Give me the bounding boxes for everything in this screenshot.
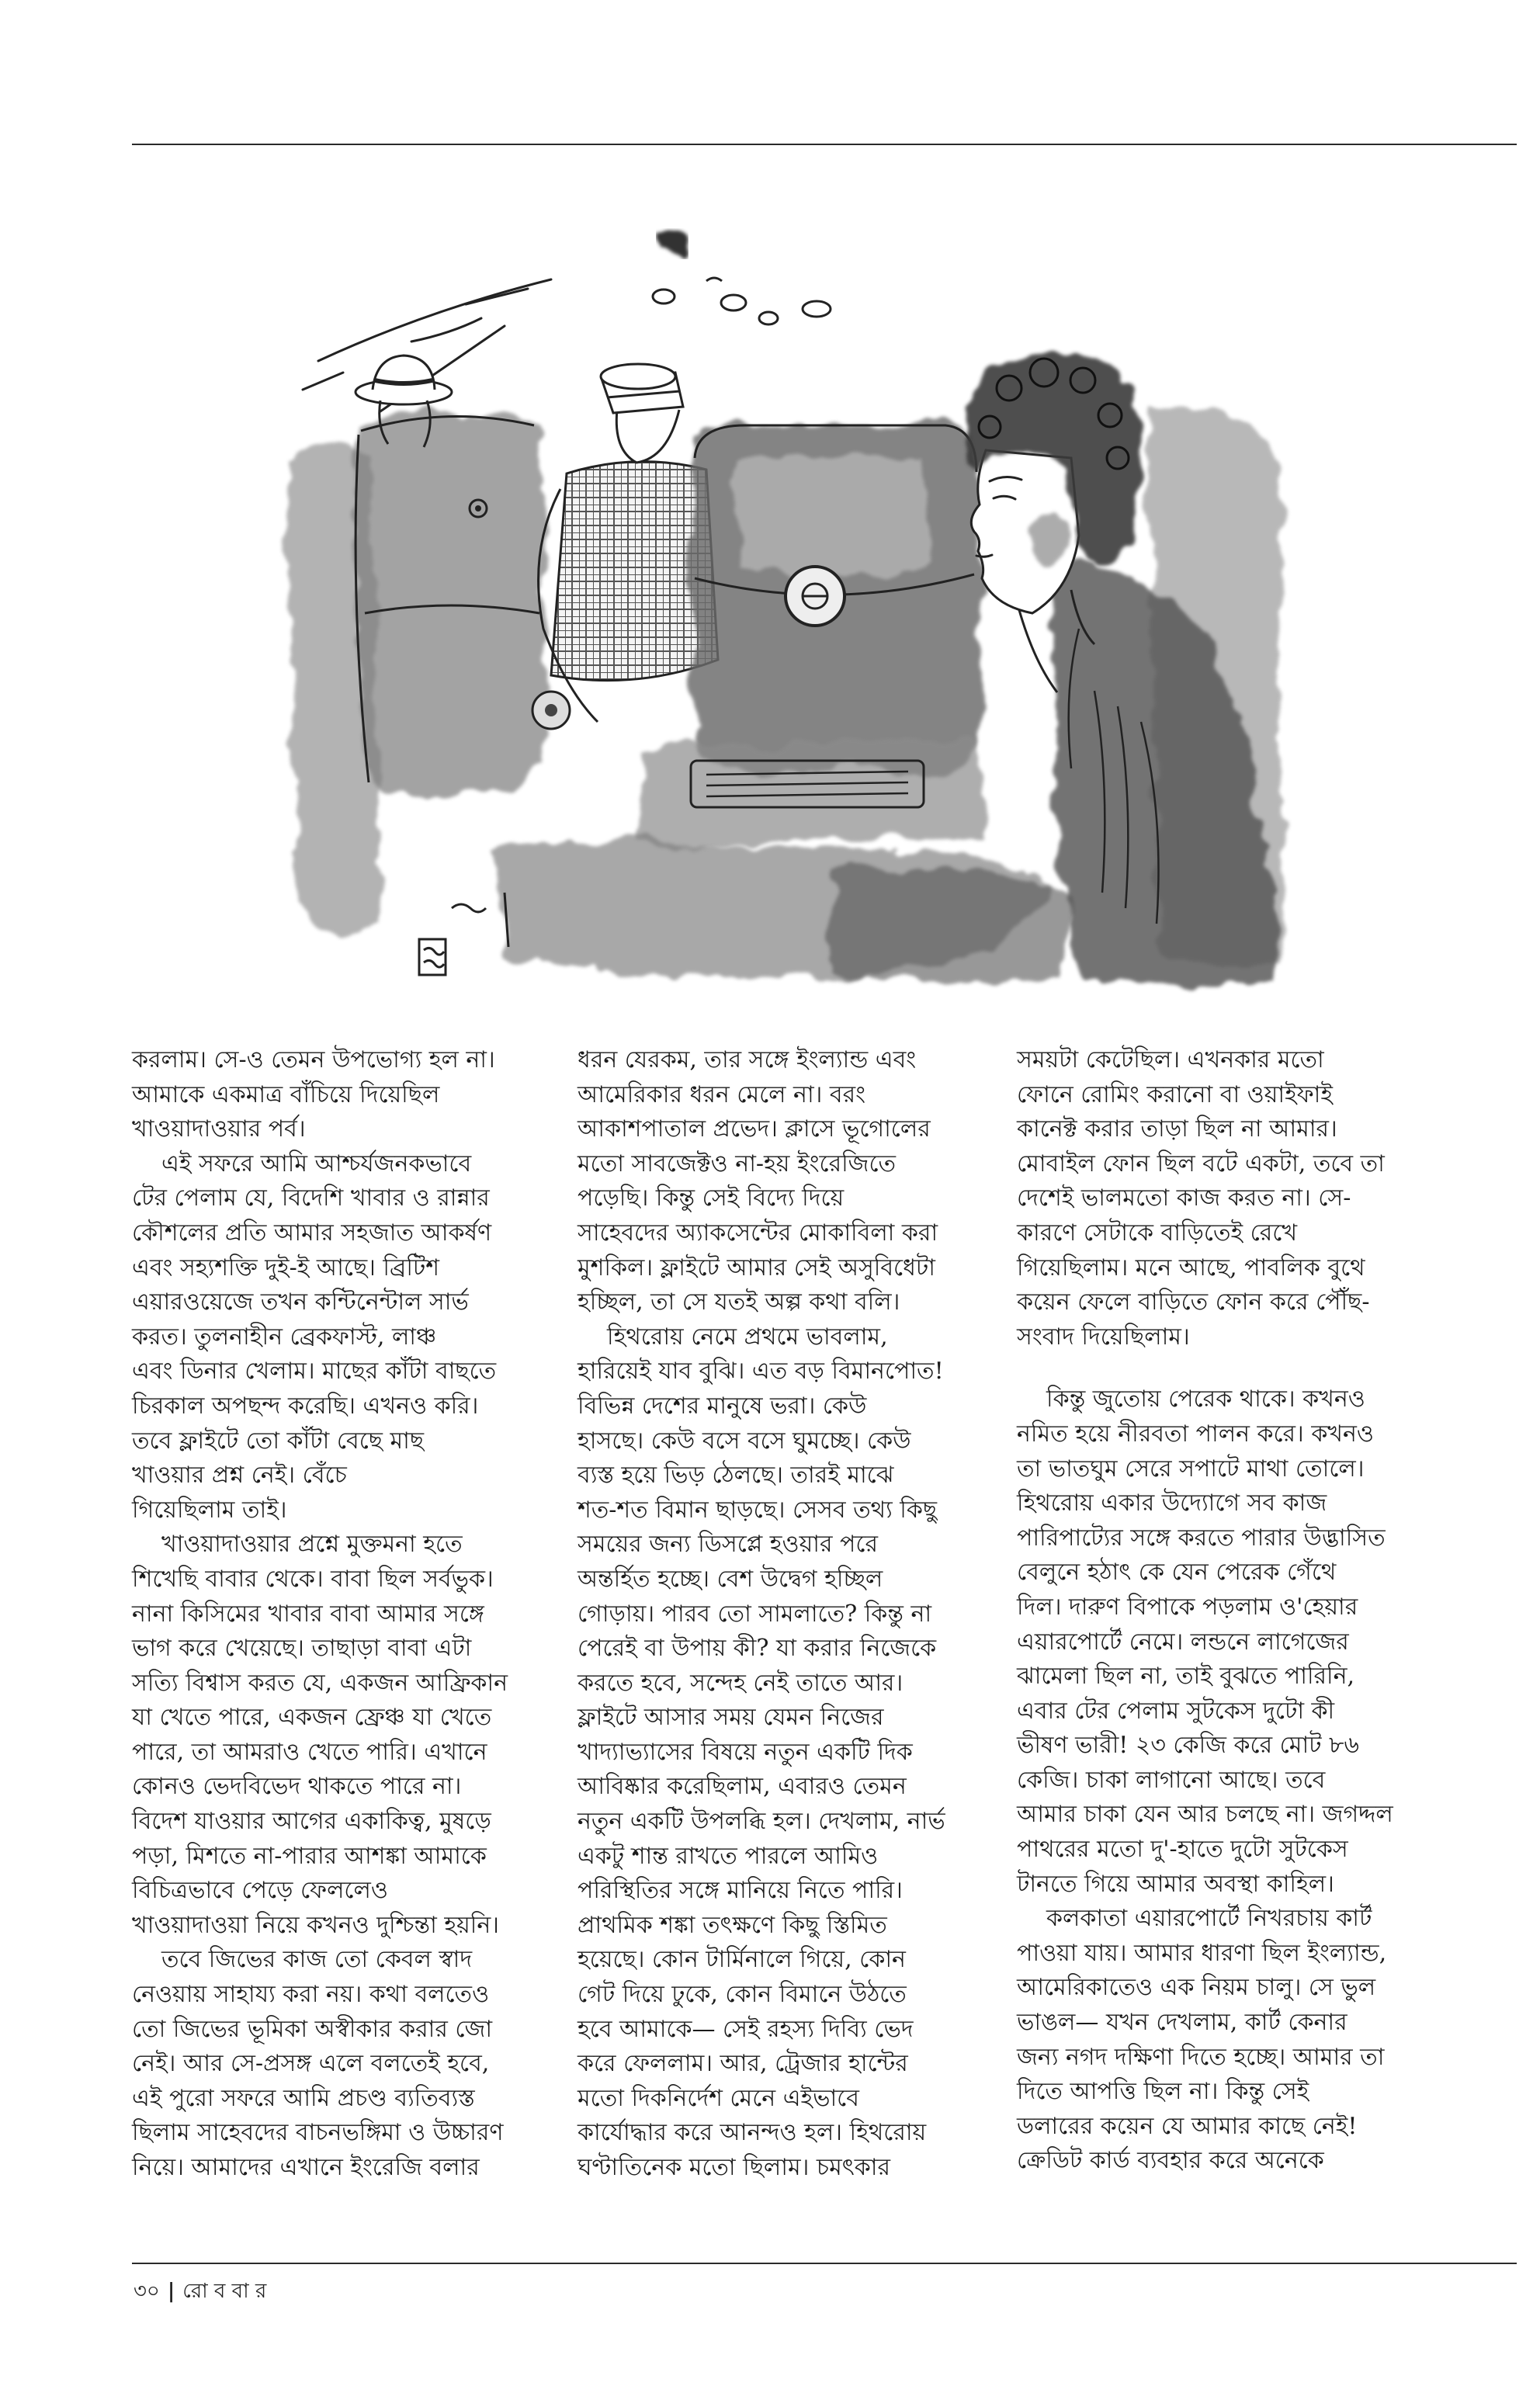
- text-line-content: আমাকে একমাত্র বাঁচিয়ে দিয়েছিল: [132, 1080, 440, 1108]
- text-line: [578, 1840, 958, 1875]
- text-line: [578, 1666, 958, 1701]
- paragraph: [132, 1528, 520, 1943]
- text-line: [578, 1874, 958, 1909]
- footer-separator: |: [167, 2280, 175, 2303]
- text-line-content: বিভিন্ন দেশের মানুষে ভরা। কেউ: [578, 1392, 867, 1420]
- text-line: [132, 1909, 520, 1944]
- text-line: [132, 1181, 520, 1216]
- text-line: [578, 1805, 958, 1840]
- text-line: [132, 1805, 520, 1840]
- text-line-content: সত্যি বিশ্বাস করত যে, একজন আফ্রিকান: [132, 1669, 508, 1697]
- text-line-content: পরিস্থিতির সঙ্গে মানিয়ে নিতে পারি।: [578, 1877, 903, 1905]
- text-line: [1017, 1764, 1413, 1798]
- page-footer: [134, 2277, 266, 2305]
- text-line: [578, 1424, 958, 1459]
- text-line-content: কৌশলের প্রতি আমার সহজাত আকর্ষণ: [132, 1219, 492, 1247]
- text-line-content: শিখেছি বাবার থেকে। বাবা ছিল সর্বভুক।: [132, 1565, 494, 1593]
- ink-blot: [660, 232, 685, 255]
- text-line: [1017, 1486, 1413, 1521]
- text-line-content: হবে আমাকে— সেই রহস্য দিব্যি ভেদ: [578, 2015, 914, 2043]
- tray-table: [636, 737, 986, 846]
- text-line: [578, 1736, 958, 1770]
- text-line-content: এই সফরে আমি আশ্চর্যজনকভাবে: [161, 1150, 472, 1177]
- text-line-content: আমার চাকা যেন আর চলছে না। জগদ্দল: [1017, 1801, 1393, 1829]
- top-rule: [132, 144, 1517, 145]
- text-line: [578, 1354, 958, 1389]
- text-line-content: করে ফেললাম। আর, ট্রেজার হান্টের: [578, 2050, 908, 2078]
- text-line: [578, 1528, 958, 1562]
- text-line-content: নানা কিসিমের খাবার বাবা আমার সঙ্গে: [132, 1600, 484, 1628]
- text-line-content: মুশকিল। ফ্লাইটে আমার সেই অসুবিধেটা: [578, 1254, 935, 1281]
- text-line-content: পেরেই বা উপায় কী? যা করার নিজেকে: [578, 1635, 937, 1663]
- seat-back-highlight: [737, 458, 931, 578]
- text-line-content: টানতে গিয়ে আমার অবস্থা কাহিল।: [1017, 1870, 1334, 1898]
- text-line: [578, 1112, 958, 1147]
- text-line-content: একটু শান্ত রাখতে পারলে আমিও: [578, 1842, 879, 1870]
- text-line-content: খাওয়াদাওয়ার প্রশ্নে মুক্তমনা হতে: [161, 1531, 463, 1559]
- text-line: [1017, 1147, 1413, 1182]
- text-line-content: হাসছে। কেউ বসে বসে ঘুমচ্ছে। কেউ: [578, 1427, 911, 1455]
- seat-shadow: [831, 868, 1071, 986]
- text-line-content: পাওয়া যায়। আমার ধারণা ছিল ইংল্যান্ড,: [1017, 1939, 1387, 1967]
- paragraph: [578, 1320, 958, 2186]
- text-line-content: দেশেই ভালমতো কাজ করত না। সে-: [1017, 1184, 1351, 1212]
- page-number: ৩০: [134, 2280, 160, 2303]
- text-line-content: আমেরিকাতেও এক নিয়ম চালু। সে ভুল: [1017, 1974, 1376, 2002]
- text-line-content: হচ্ছিল, তা সে যতই অল্প কথা বলি।: [578, 1288, 900, 1316]
- text-line-content: বিচিত্রভাবে পেড়ে ফেললেও: [132, 1877, 388, 1905]
- text-line: [132, 1770, 520, 1805]
- text-line-content: সাহেবদের অ্যাকসেন্টের মোকাবিলা করা: [578, 1219, 938, 1247]
- text-line: [1017, 1181, 1413, 1216]
- text-line-content: কার্যোদ্ধার করে আনন্দও হল। হিথরোয়: [578, 2119, 927, 2147]
- text-line: [1017, 1251, 1413, 1286]
- text-line: [132, 1078, 520, 1113]
- text-line: [578, 1251, 958, 1286]
- text-line-content: হয়েছে। কোন টার্মিনালে গিয়ে, কোন: [578, 1946, 906, 1974]
- seat-emblem: [786, 567, 845, 626]
- text-line-content: ঝামেলা ছিল না, তাই বুঝতে পারিনি,: [1017, 1663, 1355, 1691]
- passenger-man-head: [616, 410, 679, 463]
- text-line-content: আমেরিকার ধরন মেলে না। বরং: [578, 1080, 866, 1108]
- paragraph: [132, 1043, 520, 1147]
- text-line-content: কানেক্ট করার তাড়া ছিল না আমার।: [1017, 1115, 1337, 1143]
- text-line: [578, 2013, 958, 2048]
- text-line: [1017, 1555, 1413, 1590]
- text-line-content: তা ভাতঘুম সেরে সপাটে মাথা তোলে।: [1017, 1455, 1365, 1483]
- text-line: [1017, 1216, 1413, 1251]
- text-line-content: করতে হবে, সন্দেহ নেই তাতে আর।: [578, 1669, 904, 1697]
- text-line: [132, 1632, 520, 1666]
- text-line-content: নতুন একটি উপলব্ধি হল। দেখলাম, নার্ভ: [578, 1808, 945, 1836]
- text-line: [132, 1147, 520, 1182]
- text-line-content: সময়ের জন্য ডিসপ্লে হওয়ার পরে: [578, 1531, 878, 1559]
- text-line: [132, 1528, 520, 1562]
- text-line-content: পারে, তা আমরাও খেতে পারি। এখানে: [132, 1738, 487, 1766]
- text-line-content: গোড়ায়। পারব তো সামলাতে? কিন্তু না: [578, 1600, 932, 1628]
- text-column-1: [132, 1043, 520, 2186]
- text-line: [1017, 1452, 1413, 1487]
- text-line: [578, 1701, 958, 1736]
- text-line-content: এই পুরো সফরে আমি প্রচণ্ড ব্যতিব্যস্ত: [132, 2084, 475, 2112]
- paragraph: [132, 1943, 520, 2185]
- passenger-woman-cheek-shadow: [1026, 512, 1067, 567]
- text-line: [132, 1251, 520, 1286]
- text-line: [1017, 1694, 1413, 1729]
- text-line: [132, 1458, 520, 1493]
- text-line-content: এবং ডিনার খেলাম। মাছের কাঁটা বাছতে: [132, 1358, 497, 1386]
- text-line: [132, 1389, 520, 1424]
- text-line-content: করত। তুলনাহীন ব্রেকফাস্ট, লাঞ্চ: [132, 1323, 437, 1351]
- text-line-content: পারিপাট্যের সঙ্গে করতে পারার উদ্ভাসিত: [1017, 1524, 1386, 1552]
- text-line: [132, 1320, 520, 1355]
- text-line: [1017, 1521, 1413, 1556]
- text-line: [578, 1562, 958, 1597]
- text-line: [132, 2047, 520, 2082]
- text-line: [578, 1181, 958, 1216]
- text-line: [1017, 2075, 1413, 2110]
- text-line: [132, 1840, 520, 1875]
- text-line: [132, 1216, 520, 1251]
- text-line: [132, 1562, 520, 1597]
- text-line-content: মোবাইল ফোন ছিল বটে একটা, তবে তা: [1017, 1150, 1385, 1177]
- text-line-content: খাওয়াদাওয়া নিয়ে কখনও দুশ্চিন্তা হয়নি।: [132, 1911, 499, 1939]
- artist-stamp: [419, 939, 446, 975]
- text-line-content: এয়ারপোর্টে নেমে। লন্ডনে লাগেজের: [1017, 1628, 1349, 1656]
- text-line-content: গিয়েছিলাম তাই।: [132, 1496, 287, 1524]
- text-line: [1017, 1043, 1413, 1078]
- text-line: [132, 1943, 520, 1978]
- text-line: [578, 1978, 958, 2013]
- paragraph: [132, 1147, 520, 1528]
- text-line: [578, 1770, 958, 1805]
- text-line: [1017, 1902, 1413, 1937]
- text-line-content: অন্তর্হিত হচ্ছে। বেশ উদ্বেগ হচ্ছিল: [578, 1565, 883, 1593]
- text-line: [1017, 1285, 1413, 1320]
- text-line-content: এবং সহ্যশক্তি দুই-ই আছে। ব্রিটিশ: [132, 1254, 439, 1281]
- text-line-content: বেলুনে হঠাৎ কে যেন পেরেক গেঁথে: [1017, 1559, 1337, 1587]
- text-line: [132, 1285, 520, 1320]
- text-line: [578, 1147, 958, 1182]
- text-column-3: [1017, 1043, 1413, 2179]
- text-line: [578, 1458, 958, 1493]
- text-line: [132, 2116, 520, 2151]
- text-column-2: [578, 1043, 958, 2186]
- text-line: [132, 1978, 520, 2013]
- text-line-content: প্রাথমিক শঙ্কা তৎক্ষণে কিছু স্তিমিত: [578, 1911, 887, 1939]
- text-line-content: কারণে সেটাকে বাড়িতেই রেখে: [1017, 1219, 1298, 1247]
- text-line-content: আবিষ্কার করেছিলাম, এবারও তেমন: [578, 1773, 907, 1801]
- text-line-content: ছিলাম সাহেবদের বাচনভঙ্গিমা ও উচ্চারণ: [132, 2119, 504, 2147]
- text-line: [1017, 1078, 1413, 1113]
- bottom-rule: [132, 2263, 1517, 2264]
- text-line-content: ভাঙল— যখন দেখলাম, কার্ট কেনার: [1017, 2009, 1348, 2037]
- text-line-content: কয়েন ফেলে বাড়িতে ফোন করে পৌঁছ-: [1017, 1288, 1370, 1316]
- text-line: [1017, 2006, 1413, 2041]
- text-line: [578, 2047, 958, 2082]
- text-line-content: খাদ্যাভ্যাসের বিষয়ে নতুন একটি দিক: [578, 1738, 913, 1766]
- text-line: [1017, 2144, 1413, 2179]
- text-line-content: তবে ফ্লাইটে তো কাঁটা বেছে মাছ: [132, 1427, 425, 1455]
- text-line: [1017, 1590, 1413, 1625]
- text-line-content: হিথরোয় নেমে প্রথমে ভাবলাম,: [607, 1323, 888, 1351]
- text-line-content: গেট দিয়ে ঢুকে, কোন বিমানে উঠতে: [578, 1981, 907, 2009]
- text-line: [1017, 2041, 1413, 2076]
- text-line-content: জন্য নগদ দক্ষিণা দিতে হচ্ছে। আমার তা: [1017, 2043, 1385, 2071]
- text-line-content: পড়া, মিশতে না-পারার আশঙ্কা আমাকে: [132, 1842, 487, 1870]
- text-line-content: ফ্লাইটে আসার সময় যেমন নিজের: [578, 1704, 884, 1732]
- text-line-content: ঘণ্টাতিনেক মতো ছিলাম। চমৎকার: [578, 2154, 890, 2181]
- text-line-content: ব্যস্ত হয়ে ভিড় ঠেলছে। তারই মাঝে: [578, 1462, 894, 1490]
- illustration-airplane-cabin: [272, 225, 1296, 1017]
- text-line: [578, 1389, 958, 1424]
- text-line-content: যা খেতে পারে, একজন ফ্রেঞ্চ যা খেতে: [132, 1704, 492, 1732]
- text-line: [1017, 2110, 1413, 2145]
- text-line-content: করলাম। সে-ও তেমন উপভোগ্য হল না।: [132, 1046, 495, 1073]
- passenger-man-hat: [601, 364, 683, 413]
- text-line: [578, 1078, 958, 1113]
- text-line: [1017, 1798, 1413, 1833]
- text-line: [578, 1597, 958, 1632]
- text-line-content: তবে জিভের কাজ তো কেবল স্বাদ: [161, 1946, 473, 1974]
- text-line-content: তো জিভের ভূমিকা অস্বীকার করার জো: [132, 2015, 493, 2043]
- text-line: [578, 1216, 958, 1251]
- text-line: [132, 1493, 520, 1528]
- text-line-content: কেজি। চাকা লাগানো আছে। তবে: [1017, 1766, 1326, 1794]
- text-line: [1017, 1833, 1413, 1868]
- text-line-content: এবার টের পেলাম সুটকেস দুটো কী: [1017, 1697, 1335, 1725]
- text-line: [132, 1736, 520, 1770]
- armrest-knob: [532, 692, 570, 729]
- text-line: [1017, 1659, 1413, 1694]
- text-line: [578, 1943, 958, 1978]
- paragraph: [1017, 1902, 1413, 2179]
- text-line: [578, 1493, 958, 1528]
- text-line: [578, 1320, 958, 1355]
- text-line-content: হিথরোয় একার উদ্যোগে সব কাজ: [1017, 1490, 1327, 1517]
- text-line: [1017, 1971, 1413, 2006]
- text-line-content: সময়টা কেটেছিল। এখনকার মতো: [1017, 1046, 1324, 1073]
- text-line: [132, 1112, 520, 1147]
- text-line: [132, 1354, 520, 1389]
- text-line-content: গিয়েছিলাম। মনে আছে, পাবলিক বুথে: [1017, 1254, 1365, 1281]
- text-line: [132, 2013, 520, 2048]
- text-line-content: খাওয়াদাওয়ার পর্ব।: [132, 1115, 306, 1143]
- text-line: [1017, 1868, 1413, 1902]
- text-line-content: দিল। দারুণ বিপাকে পড়লাম ও'হেয়ার: [1017, 1593, 1358, 1621]
- text-line: [1017, 1112, 1413, 1147]
- text-line-content: নিয়ে। আমাদের এখানে ইংরেজি বলার: [132, 2154, 480, 2181]
- ink-scribble: [452, 893, 508, 947]
- text-line: [132, 1701, 520, 1736]
- text-line-content: সংবাদ দিয়েছিলাম।: [1017, 1323, 1190, 1351]
- text-line: [1017, 1729, 1413, 1764]
- text-line: [578, 2116, 958, 2151]
- text-line: [132, 1424, 520, 1459]
- text-line-content: দিতে আপত্তি ছিল না। কিন্তু সেই: [1017, 2078, 1309, 2106]
- text-line: [1017, 1625, 1413, 1660]
- text-line-content: খাওয়ার প্রশ্ন নেই। বেঁচে: [132, 1462, 347, 1490]
- passenger-left-hat: [356, 355, 452, 404]
- text-line: [1017, 1382, 1413, 1417]
- text-line-content: মতো সাবজেক্টও না-হয় ইংরেজিতে: [578, 1150, 897, 1177]
- text-line-content: ধরন যেরকম, তার সঙ্গে ইংল্যান্ড এবং: [578, 1046, 917, 1073]
- text-line-content: ফোনে রোমিং করানো বা ওয়াইফাই: [1017, 1080, 1333, 1108]
- text-line: [132, 2082, 520, 2117]
- text-line-content: শত-শত বিমান ছাড়ছে। সেসব তথ্য কিছু: [578, 1496, 938, 1524]
- text-line: [132, 2151, 520, 2186]
- text-line-content: ভীষণ ভারী! ২৩ কেজি করে মোট ৮৬: [1017, 1732, 1360, 1760]
- text-line-content: কিন্তু জুতোয় পেরেক থাকে। কখনও: [1046, 1386, 1365, 1413]
- text-line-content: আকাশপাতাল প্রভেদ। ক্লাসে ভূগোলের: [578, 1115, 931, 1143]
- text-line-content: ক্রেডিট কার্ড ব্যবহার করে অনেকে: [1017, 2147, 1324, 2175]
- text-line-content: এয়ারওয়েজে তখন কন্টিনেন্টাল সার্ভ: [132, 1288, 469, 1316]
- paragraph: [578, 1043, 958, 1320]
- text-line-content: চিরকাল অপছন্দ করেছি। এখনও করি।: [132, 1392, 479, 1420]
- text-line-content: ডলারের কয়েন যে আমার কাছে নেই!: [1017, 2112, 1358, 2140]
- text-line: [578, 2082, 958, 2117]
- paragraph: [1017, 1043, 1413, 1354]
- text-line-content: কলকাতা এয়ারপোর্টে নিখরচায় কার্ট: [1046, 1905, 1372, 1933]
- text-line-content: নেই। আর সে-প্রসঙ্গ এলে বলতেই হবে,: [132, 2050, 490, 2078]
- text-line: [578, 1285, 958, 1320]
- text-line: [132, 1043, 520, 1078]
- magazine-name: রো ব বা র: [182, 2280, 267, 2303]
- text-line-content: পড়েছি। কিন্তু সেই বিদ্যে দিয়ে: [578, 1184, 845, 1212]
- text-line: [578, 2151, 958, 2186]
- text-line-content: নমিত হয়ে নীরবতা পালন করে। কখনও: [1017, 1420, 1374, 1448]
- text-line: [578, 1632, 958, 1666]
- text-line-content: পাথরের মতো দু'-হাতে দুটো সুটকেস: [1017, 1836, 1348, 1864]
- text-line: [132, 1666, 520, 1701]
- paragraph: [1017, 1382, 1413, 1902]
- text-line: [578, 1909, 958, 1944]
- text-line: [132, 1874, 520, 1909]
- text-line-content: হারিয়েই যাব বুঝি। এত বড় বিমানপোত!: [578, 1358, 944, 1386]
- text-line-content: ভাগ করে খেয়েছে। তাছাড়া বাবা এটা: [132, 1635, 472, 1663]
- text-line: [132, 1597, 520, 1632]
- text-line: [1017, 1937, 1413, 1972]
- text-line: [1017, 1320, 1413, 1355]
- text-line-content: কোনও ভেদবিভেদ থাকতে পারে না।: [132, 1773, 462, 1801]
- text-line-content: মতো দিকনির্দেশ মেনে এইভাবে: [578, 2084, 859, 2112]
- text-line-content: নেওয়ায় সাহায্য করা নয়। কথা বলতেও: [132, 1981, 490, 2009]
- text-line: [1017, 1417, 1413, 1452]
- window-light-spots: [653, 278, 831, 324]
- text-line-content: টের পেলাম যে, বিদেশি খাবার ও রান্নার: [132, 1184, 490, 1212]
- text-line-content: বিদেশ যাওয়ার আগের একাকিত্ব, মুষড়ে: [132, 1808, 491, 1836]
- text-line: [578, 1043, 958, 1078]
